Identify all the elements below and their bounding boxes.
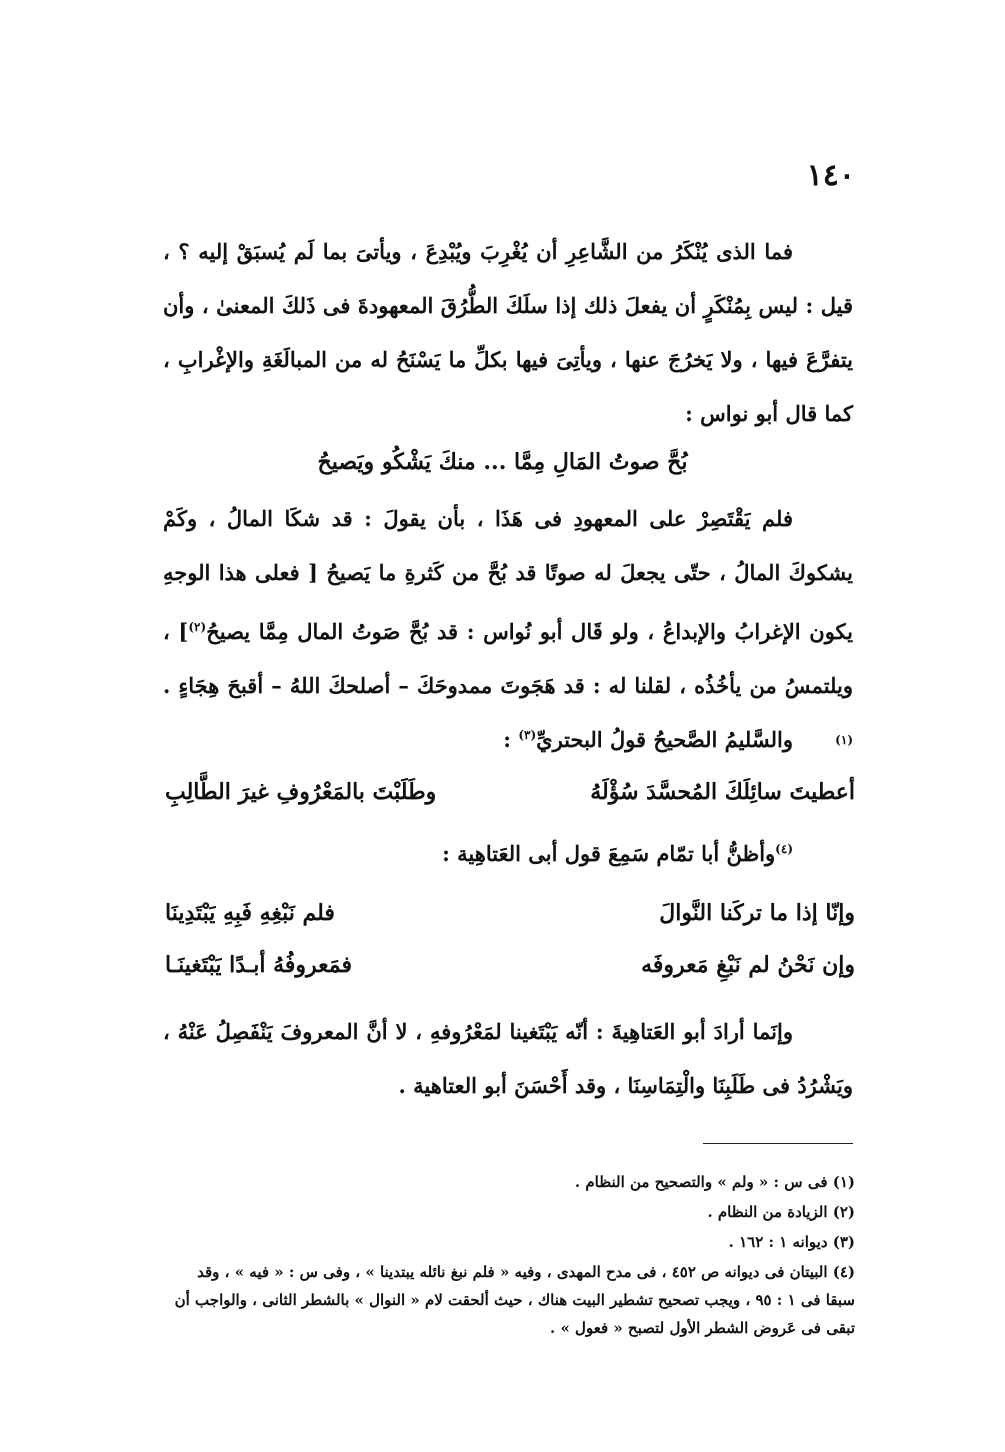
verse-buhturi-second-hemistich: وطَلَبْتَ بالمَعْرُوفِ غيرَ الطَّالِبِ <box>165 779 437 805</box>
verse-abu-atahiya-2-first-hemistich: وإن نَحْنُ لم نَبْغِ مَعروفَه <box>641 952 855 978</box>
footnote-4: (٤) البيتان فى ديوانه ص ٤٥٢ ، فى مدح المهدى ، وفيه « فلم نبغ نائله يبتدينا » ، وفى س : « فيه » ، وقد سبقا فى ١ : ٩٥ ، ويجب تصحيح تشطير البيت هناك ، حيث ألحقت لام « النوال » بالشطر الثانى ، والواجب أن تبقى فى عَروض الشطر الأول لتصبح « فعول » . <box>174 1263 855 1337</box>
paragraph-explanation-part-1: فلم يَقْتَصِرْ على المعهودِ فى هَذَا ، بأن يقولَ : قد شكَا المالُ ، وكَمْ يشكوكَ المالُ ، حتّى يجعلَ له صوتًا قد بُحَّ من كَثرةِ ما يَصيحُ [ فعلى هذا الوجهِ يكون الإغرابُ والإبداعُ ، ولو قَال أبو نُواس : قد بُحَّ صَوتُ المال مِمَّا يصيحُ <box>163 506 853 644</box>
verse-abu-atahiya-1-first-hemistich: وإنّا إذا ما تركَنا النَّوالَ <box>659 900 855 926</box>
footnote-3: (٣) ديوانه ١ : ١٦٢ . <box>728 1233 855 1251</box>
paragraph-explanation-part-2: ] ، ويلتمسُ من يأخُذُه ، لقلنا له : قد هَجَوتَ ممدوحَكَ – أصلحكَ اللهُ – أقبحَ هِجَاءٍ . <box>163 619 853 698</box>
verse-abu-atahiya-1-second-hemistich: فلم نَبْغِهِ فَبِهِ يَبْتَدِينَا <box>165 900 335 926</box>
paragraph-conclusion: وإنَما أرادَ أبو العَتاهِيةَ : أنّه يَبْتَغينا لمَعْرُوفهِ ، لا أنَّ المعروفَ يَنْفَصِلُ عَنْهُ ، ويَشْرُدُ فى طَلَبِنَا والْتِمَاسِنَا ، وقد أَحْسَنَ أبو العتاهية . <box>163 1019 853 1098</box>
footnote-marker-2: (٢) <box>188 620 207 634</box>
footnote-2: (٢) الزيادة من النظام . <box>707 1203 855 1221</box>
paragraph-abu-tammam-text: وأظنُّ أبا تمّام سَمِعَ قول أبى العَتاهِية : <box>442 841 776 866</box>
footnote-divider <box>703 1143 853 1144</box>
footnote-marker-4: (٤) <box>775 842 793 856</box>
verse-abu-atahiya-2 <box>165 945 855 985</box>
paragraph-question: فما الذى يُنْكَرُ من الشَّاعِرِ أن يُغْرِبَ ويُبْدِعَ ، ويأتىَ بما لَم يُسبَقْ إليه ؟ ، قيل : ليس بِمُنْكَرٍ أن يفعلَ ذلك إذا سلَكَ الطُّرُقَ المعهودةَ فى ذَلكَ المعنىٰ ، وأن يتفرَّعَ فيها ، ولا يَخرُجَ عنها ، ويأتِىَ فيها بكلِّ ما يَسْنَحُ له من المبالَغَةِ والإغْرابِ ، كما قال أبو نواس : <box>163 239 853 426</box>
verse-abu-atahiya-2-second-hemistich: فمَعروفُهُ أبـدًا يَبْتَغينَـا <box>165 952 353 978</box>
verse-abu-atahiya-1 <box>165 893 855 933</box>
verse-abu-nuwas: بُحَّ صوتُ المَالِ مِمَّا ... منكَ يَشْكُو ويَصيحُ <box>317 449 688 475</box>
paragraph-buhturi-text: والسَّليمُ الصَّحيحُ قولُ البحتريِّ <box>536 727 793 752</box>
footnote-1: (١) فى س : « ولم » والتصحيح من النظام . <box>574 1173 855 1191</box>
footnote-marker-3: (٣) <box>518 728 537 742</box>
footnote-marker-1: (١) <box>835 733 853 747</box>
paragraph-abu-tammam <box>163 822 853 881</box>
verse-buhturi <box>165 772 855 812</box>
verse-buhturi-first-hemistich: أعطيتَ سائِلَكَ المُحسَّدَ سُؤْلَهُ <box>590 779 855 805</box>
paragraph-buhturi: والسَّليمُ الصَّحيحُ قولُ البحتريِّ$^{(٣)}$ : <box>503 727 793 752</box>
page-number: ١٤٠ <box>806 158 855 193</box>
